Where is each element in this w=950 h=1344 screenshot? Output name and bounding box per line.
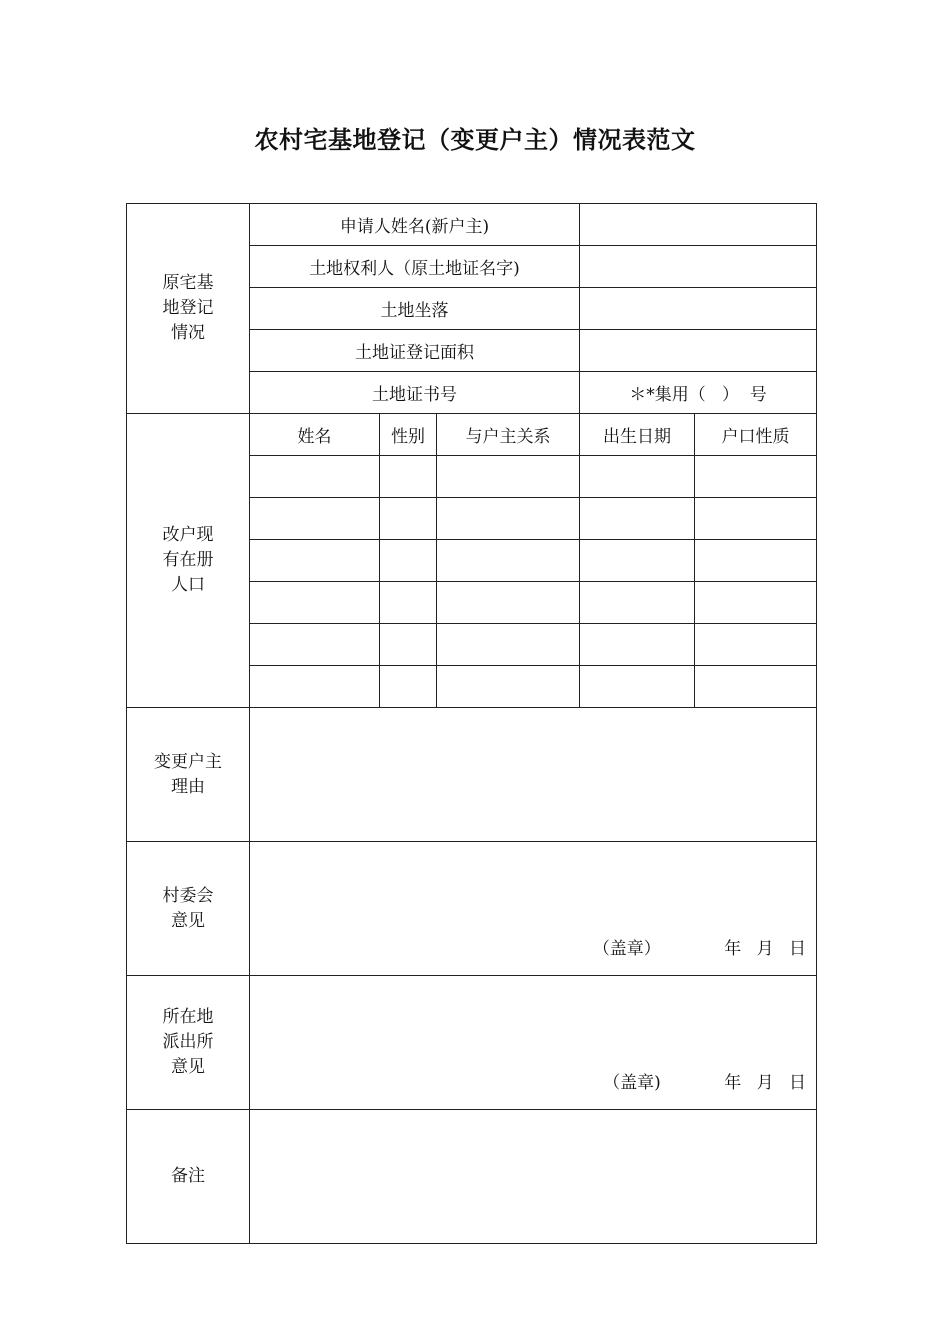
member-cell[interactable] <box>250 582 380 624</box>
table-row <box>127 708 817 842</box>
registration-form-table <box>126 203 817 1244</box>
column-header-gender: 性别 <box>380 414 437 456</box>
field-value-registered-area[interactable] <box>580 330 817 372</box>
member-cell[interactable] <box>695 624 817 666</box>
member-cell[interactable] <box>580 456 695 498</box>
village-committee-opinion-field[interactable] <box>250 842 817 976</box>
member-cell[interactable] <box>437 498 580 540</box>
day-label: 日 <box>789 1073 807 1093</box>
section-label-village-committee-opinion: 村委会 意见 <box>127 842 250 976</box>
table-row <box>127 1110 817 1244</box>
field-label-certificate-number: 土地证书号 <box>250 372 580 414</box>
date-fields <box>714 934 806 959</box>
member-cell[interactable] <box>695 582 817 624</box>
stamp-label: （盖章） <box>592 939 661 959</box>
table-row <box>127 842 817 976</box>
stamp-date-line <box>603 1068 806 1093</box>
member-cell[interactable] <box>250 666 380 708</box>
member-cell[interactable] <box>437 624 580 666</box>
member-cell[interactable] <box>695 456 817 498</box>
field-value-land-location[interactable] <box>580 288 817 330</box>
field-value-land-right-holder[interactable] <box>580 246 817 288</box>
column-header-name: 姓名 <box>250 414 380 456</box>
section-label-original-registration: 原宅基 地登记 情况 <box>127 204 250 414</box>
section-label-household-members: 改户现 有在册 人口 <box>127 414 250 708</box>
column-header-birth-date: 出生日期 <box>580 414 695 456</box>
member-cell[interactable] <box>380 624 437 666</box>
section-label-remarks: 备注 <box>127 1110 250 1244</box>
member-cell[interactable] <box>580 582 695 624</box>
table-row <box>127 204 817 246</box>
member-cell[interactable] <box>437 456 580 498</box>
member-cell[interactable] <box>250 624 380 666</box>
member-cell[interactable] <box>380 582 437 624</box>
day-label: 日 <box>789 939 807 959</box>
month-label: 月 <box>756 939 774 959</box>
field-label-land-location: 土地坐落 <box>250 288 580 330</box>
field-label-applicant-name: 申请人姓名(新户主) <box>250 204 580 246</box>
member-cell[interactable] <box>250 498 380 540</box>
member-cell[interactable] <box>695 666 817 708</box>
year-label: 年 <box>724 1073 742 1093</box>
field-label-registered-area: 土地证登记面积 <box>250 330 580 372</box>
member-cell[interactable] <box>380 540 437 582</box>
member-cell[interactable] <box>250 456 380 498</box>
member-cell[interactable] <box>695 498 817 540</box>
stamp-label: （盖章) <box>603 1073 661 1093</box>
member-cell[interactable] <box>580 666 695 708</box>
member-cell[interactable] <box>437 540 580 582</box>
police-station-opinion-field[interactable] <box>250 976 817 1110</box>
change-reason-field[interactable] <box>250 708 817 842</box>
member-cell[interactable] <box>437 582 580 624</box>
stamp-date-line <box>593 934 806 959</box>
page-title: 农村宅基地登记（变更户主）情况表范文 <box>254 126 696 154</box>
member-cell[interactable] <box>380 666 437 708</box>
column-header-hukou-type: 户口性质 <box>695 414 817 456</box>
field-value-applicant-name[interactable] <box>580 204 817 246</box>
remarks-field[interactable] <box>250 1110 817 1244</box>
member-cell[interactable] <box>380 456 437 498</box>
section-label-change-reason: 变更户主 理由 <box>127 708 250 842</box>
table-row <box>127 414 817 456</box>
member-cell[interactable] <box>580 540 695 582</box>
member-cell[interactable] <box>380 498 437 540</box>
member-cell[interactable] <box>695 540 817 582</box>
year-label: 年 <box>724 939 742 959</box>
member-cell[interactable] <box>580 498 695 540</box>
section-label-police-station-opinion: 所在地 派出所 意见 <box>127 976 250 1110</box>
member-cell[interactable] <box>580 624 695 666</box>
month-label: 月 <box>756 1073 774 1093</box>
column-header-relation: 与户主关系 <box>437 414 580 456</box>
member-cell[interactable] <box>437 666 580 708</box>
table-row <box>127 976 817 1110</box>
member-cell[interactable] <box>250 540 380 582</box>
field-label-land-right-holder: 土地权利人（原土地证名字) <box>250 246 580 288</box>
field-value-certificate-number[interactable]: ＊*集用（ ） 号 <box>580 372 817 414</box>
date-fields <box>714 1068 806 1093</box>
